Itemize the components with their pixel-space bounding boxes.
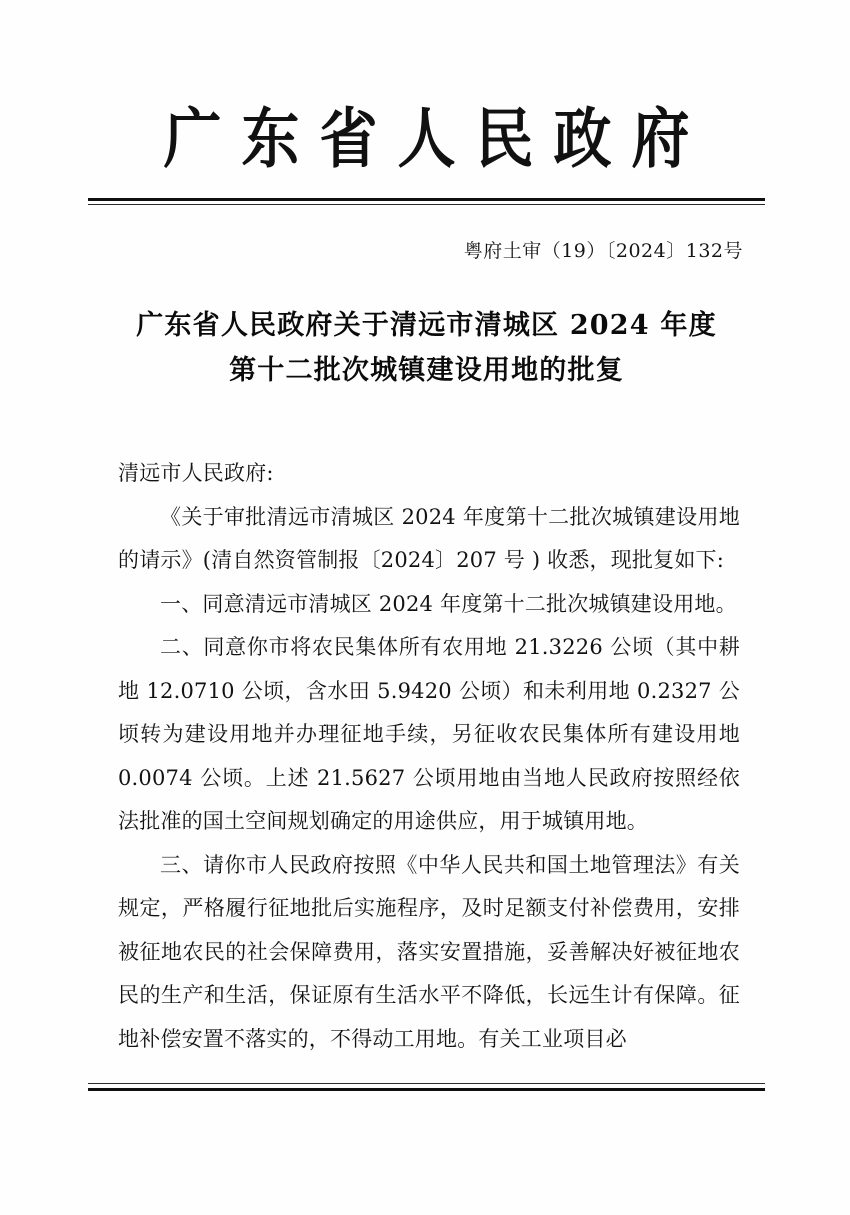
footer-rule-thick <box>88 1088 765 1091</box>
body-paragraph-article-2: 二、同意你市将农民集体所有农用地 21.3226 公顷（其中耕地 12.0710 公顷，含水田 5.9420 公顷）和未利用地 0.2327 公顷转为建设用地并办理征地手续，另征收农民集体所有建设用地 0.0074 公顷。上述 21.5627 公顷用地由当地人民政府按照经依法批准的国土空间规划确定的用途供应，用于城镇用地。 <box>118 635 740 833</box>
masthead <box>88 100 765 177</box>
document-title-line-1: 广东省人民政府关于清远市清城区 2024 年度 <box>136 310 717 341</box>
document-body <box>118 452 740 1061</box>
issuing-organization-title: 广东省人民政府 <box>163 100 710 177</box>
document-number: 粤府土审（19）〔2024〕132号 <box>463 240 743 262</box>
masthead-divider <box>88 198 765 205</box>
body-paragraph-preamble: 《关于审批清远市清城区 2024 年度第十二批次城镇建设用地的请示》(清自然资管制报〔2024〕207 号 ) 收悉，现批复如下: <box>118 504 740 572</box>
footer-divider <box>88 1083 765 1091</box>
body-salutation: 清远市人民政府: <box>118 461 274 485</box>
body-paragraph-article-1: 一、同意清远市清城区 2024 年度第十二批次城镇建设用地。 <box>160 591 737 616</box>
body-paragraph-article-3: 三、请你市人民政府按照《中华人民共和国土地管理法》有关规定，严格履行征地批后实施程序，及时足额支付补偿费用，安排被征地农民的社会保障费用，落实安置措施，妥善解决好被征地农民的生产和生活，保证原有生活水平不降低，长远生计有保障。征地补偿安置不落实的，不得动工用地。有关工业项目必 <box>118 852 740 1051</box>
masthead-rule-thin <box>88 204 765 205</box>
document-title <box>88 303 765 393</box>
document-title-line-2: 第十二批次城镇建设用地的批复 <box>229 355 624 386</box>
